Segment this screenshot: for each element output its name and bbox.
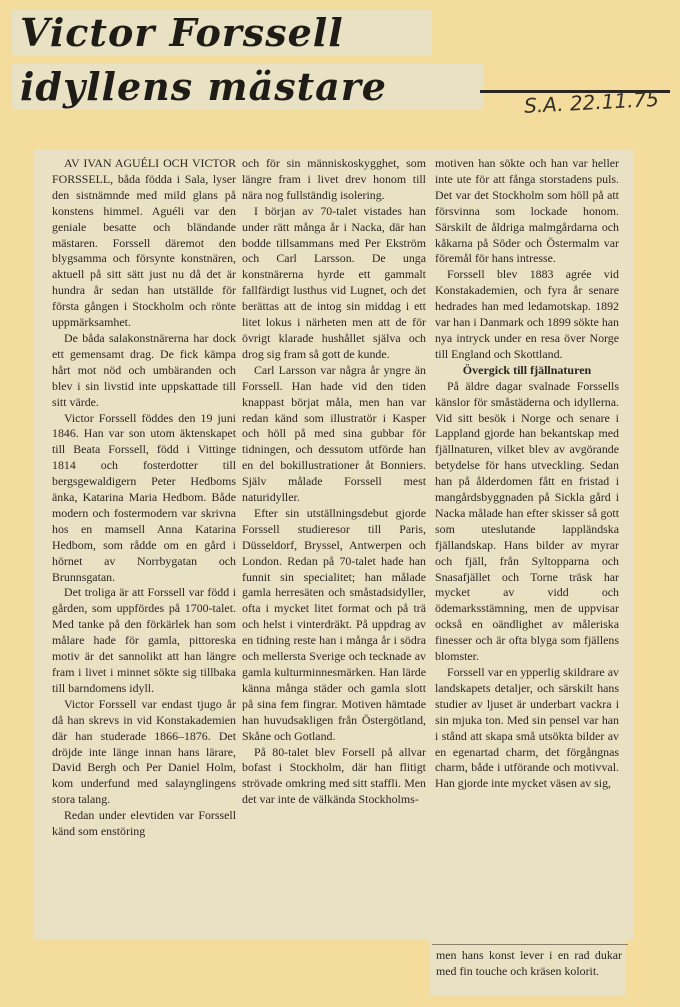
paragraph: Forssell blev 1883 agrée vid Konstakademien, och fyra år senare hedrades han med ledamotskap. 1892 var han i Danmark och 1899 sökte han nya intryck under en resa över Norge till England och Skottland. — [435, 267, 619, 361]
paragraph: motiven han sökte och han var heller inte ute för att fånga storstadens puls. Det var det Stockholm som höll på att försvinna som lockade honom. Särskilt de åldriga malmgårdarna och kåkarna på Söder och Östermalm var föremål för hans intresse. — [435, 156, 619, 266]
subheading: Övergick till fjällnaturen — [462, 362, 592, 377]
paragraph: Victor Forssell var endast tjugo år då han skrevs in vid Konstakademien där han studerade 1866–1876. Det dröjde inte länge innan hans lärare, David Bergh och Per Daniel Holm, kom underfund med salaynglingens stora talang. — [52, 696, 236, 807]
article-column-1 — [52, 156, 236, 840]
headline-line-1: Victor Forssell — [12, 10, 432, 56]
article-column-3 — [435, 156, 619, 792]
paragraph: Redan under elevtiden var Forssell känd som enstöring — [52, 808, 236, 839]
article-overflow-text: men hans konst lever i en rad dukar med fin touche och kräsen kolorit. — [430, 940, 626, 996]
paragraph: Carl Larsson var några år yngre än Forssell. Han hade vid den tiden knappast börjat måla, men han var redan känd som illustratör i Kasper och höll på med sina gubbar för tidningen, och dessutom utförde han en del bokillustrationer åt Bonniers. Själv målade Forssell mest naturidyller. — [242, 362, 426, 505]
article-column-2 — [242, 156, 426, 808]
paragraph: På 80-talet blev Forsell på allvar bofast i Stockholm, där han flitigt strövade omkring med sitt staffli. Men det var inte de välkända Stockholms- — [242, 744, 426, 807]
handwritten-date-note: S.A. 22.11.75 — [523, 86, 660, 118]
article-body — [34, 150, 634, 940]
paragraph: Efter sin utställningsdebut gjorde Forssell studieresor till Paris, Düsseldorf, Bryssel, Antwerpen och London. Redan på 70-talet hade han funnit sin specialitet; han målade gamla herresäten och småstadsidyller, ofta i mycket litet format och på trä och helst i vinterdräkt. På uppdrag av en tidning reste han i många år i södra och mellersta Sverige och tecknade av gamla kulturminnesmärken. Han lärde känna många städer och gamla slott på sina fem fingrar. Motiven hämtade han huvudsakligen från Östergötland, Skåne och Gotland. — [242, 505, 426, 743]
headline-line-2: idyllens mästare — [12, 64, 484, 110]
paragraph: De båda salakonstnärerna har dock ett gemensamt drag. De fick kämpa hårt mot nöd och umbäranden och blev i sin livstid inte uppskattade till sitt värde. — [52, 330, 236, 409]
paragraph: AV IVAN AGUÉLI OCH VICTOR FORSSELL, båda födda i Sala, lyser den sistnämnde med mild glans på konstens himmel. Aguéli var den geniale besatte och bländande mästaren. Forssell däremot den blygsamma och försynte konstnären, aktuell på sitt sätt just nu då det är hundra år sedan han utställde för första gången i Stockholm och rönte uppmärksamhet. — [52, 156, 236, 330]
paragraph: På äldre dagar svalnade Forssells känslor för småstäderna och idyllerna. Vid sitt besök i Norge och senare i Lappland gjorde han bekantskap med fjällnaturen, vilket blev av avgörande betydelse för hans utveckling. Sedan han på ålderdomen fått en fristad i mangårdsbyggnaden på Sickla gård i Nacka målade han efter skisser så gott som uteslutande lappländska fjällandskap. Hans bilder av myrar och fjäll, från Syltopparna och Snasafjället och Torne träsk har mycket av vidd och ödemarksstämning, men de uppvisar också en oändlighet av måleriska finesser och är ofta blyga som fjällens blomster. — [435, 378, 619, 664]
paragraph: Forssell var en ypperlig skildrare av landskapets detaljer, och särskilt hans studier av ljuset är underbart vackra i sin mjuka ton. Med sin pensel var han i stånd att skapa små utsökta bilder av en egenartad charm, det förgångnas charm, både i utförande och motivval. Han gjorde inte mycket väsen av sig, — [435, 665, 619, 791]
overflow-divider — [432, 944, 628, 945]
paragraph: och för sin människoskygghet, som längre fram i livet drev honom till nära nog fullständig isolering. — [242, 156, 426, 202]
paragraph: I början av 70-talet vistades han under rätt många år i Nacka, där han bodde tillsammans med Per Ekström och Carl Larsson. De unga konstnärerna hyrde ett gammalt fallfärdigt lusthus vid Lugnet, och det berättas att de intog sin middag i ett litet lokus i närheten men att de för övrigt klarade hushållet själva och drog sig fram så gott de kunde. — [242, 203, 426, 361]
paragraph: Victor Forssell föddes den 19 juni 1846. Han var son utom äktenskapet till Beata Forssell, född i Vittinge 1814 och fosterdotter till bergsgewaldigern Peter Hedboms änka, Katarina Maria Hedbom. Både modern och fostermodern var skrivna hos en mamsell Anna Katarina Hedbom, som rådde om en gård i hörnet av Norrbygatan och Brunnsgatan. — [52, 410, 236, 584]
paragraph: Det troliga är att Forssell var född i gården, som uppfördes på 1700-talet. Med tanke på den förkärlek han som målare hade för gamla, pittoreska motiv är det sannolikt att han längre fram i livet i minnet sökte sig tillbaka till barndomens idyll. — [52, 585, 236, 695]
